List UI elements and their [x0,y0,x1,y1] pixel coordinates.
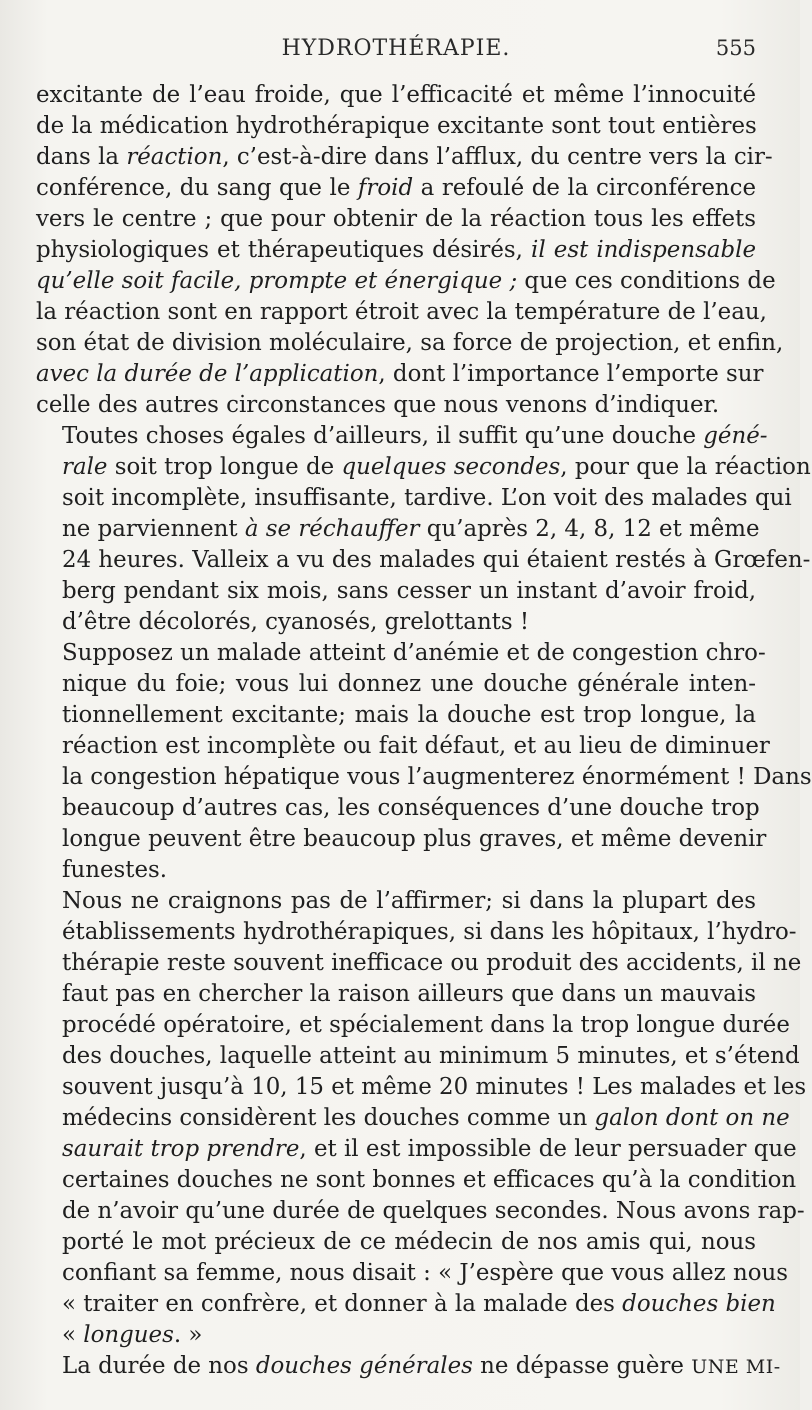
text-line [36,762,812,793]
text-line [36,142,773,173]
text-line [36,1041,800,1072]
text-run: réaction est incomplète ou fait défaut, et au lieu de diminuer [62,733,770,759]
text-run: la congestion hépatique vous l’augmenterez énormément ! Dans [62,764,812,790]
text-line [36,638,766,669]
text-line [36,979,756,1010]
running-title: HYDROTHÉRAPIE. [281,36,511,61]
text-run: certaines douches ne sont bonnes et efficaces qu’à la condition [62,1167,797,1193]
text-run: de la médication hydrothérapique excitante sont tout entières [36,113,757,139]
text-run: la réaction sont en rapport étroit avec la température de l’eau, [36,299,767,325]
text-run: , pour que la réaction [560,454,811,480]
text-run: , et il est impossible de leur persuader que [299,1136,797,1162]
paragraph [36,638,812,886]
text-run: 24 heures. Valleix a vu des malades qui étaient restés à Grœfen- [62,547,811,573]
text-line [36,1196,805,1227]
italic-run: qu’elle soit facile, prompte et énergique ; [36,268,518,294]
italic-run: douches générales [255,1353,473,1379]
italic-run: longues [83,1322,174,1348]
text-run: UNE MI- [691,1356,781,1378]
text-line [36,1289,776,1320]
text-run: « [62,1322,84,1348]
text-line [36,948,802,979]
text-line [36,80,756,111]
text-line [36,731,770,762]
text-line [36,545,811,576]
text-run: physiologiques et thérapeutiques désirés, [36,237,532,263]
text-run: de n’avoir qu’une durée de quelques secondes. Nous avons rap- [62,1198,805,1224]
text-run: funestes. [62,857,168,883]
text-line [36,1258,788,1289]
text-run: soit incomplète, insuffisante, tardive. L’on voit des malades qui [62,485,792,511]
text-line [36,111,756,142]
text-run: médecins considèrent les douches comme un [62,1105,595,1131]
text-run: d’être décolorés, cyanosés, grelottants ! [62,609,530,635]
italic-run: quelques secondes [341,454,561,480]
text-run: conférence, du sang que le [36,175,358,201]
italic-run: réaction [126,144,223,170]
text-run: tionnellement excitante; mais la douche est trop longue, la [62,702,756,728]
paragraph [36,1351,781,1383]
text-line [36,328,784,359]
text-run: a refoulé de la circonférence [413,175,756,201]
text-line [36,266,776,297]
text-run: excitante de l’eau froide, que l’efficacité et même l’innocuité [36,82,756,108]
italic-run: saurait trop prendre [62,1136,300,1162]
text-run: que ces conditions de [517,268,776,294]
text-run: , dont l’importance l’emporte sur [378,361,764,387]
text-run: Nous ne craignons pas de l’affirmer; si dans la plupart des [62,888,756,914]
text-line [36,576,756,607]
text-run: . » [173,1322,203,1348]
page-number: 555 [715,36,756,60]
paragraph [36,421,811,638]
text-line [36,1010,790,1041]
text-run: Supposez un malade atteint d’anémie et de congestion chro- [62,640,766,666]
text-run: confiant sa femme, nous disait : « J’espère que vous allez nous [62,1260,788,1286]
text-run: établissements hydrothérapiques, si dans les hôpitaux, l’hydro- [62,919,797,945]
text-run: ne dépasse guère [472,1353,692,1379]
text-run: procédé opératoire, et spécialement dans la trop longue durée [62,1012,790,1038]
text-run: dans la [36,144,127,170]
text-run: souvent jusqu’à 10, 15 et même 20 minutes ! Les malades et les [62,1074,807,1100]
text-line [36,390,756,421]
text-line [36,886,756,917]
text-run: Toutes choses égales d’ailleurs, il suffit qu’une douche [62,423,704,449]
text-run: soit trop longue de [107,454,342,480]
text-run: « traiter en confrère, et donner à la malade des [62,1291,623,1317]
text-run: qu’après 2, 4, 8, 12 et même [419,516,760,542]
text-line [36,1351,781,1383]
text-line [36,793,760,824]
italic-run: à se réchauffer [244,516,420,542]
body-text [36,80,812,1383]
text-line [36,1103,790,1134]
text-line [36,1134,797,1165]
text-run: porté le mot précieux de ce médecin de nos amis qui, nous [62,1229,756,1255]
paragraph [36,886,807,1351]
text-line [36,235,756,266]
text-line [36,1320,756,1351]
text-run: beaucoup d’autres cas, les conséquences d’une douche trop [62,795,760,821]
text-line [36,483,792,514]
text-line [36,421,768,452]
italic-run: avec la durée de l’application [36,361,379,387]
text-run: nique du foie; vous lui donnez une douche générale inten- [62,671,756,697]
text-line [36,173,756,204]
text-run: longue peuvent être beaucoup plus graves, et même devenir [62,826,767,852]
italic-run: froid [357,175,414,201]
text-line [36,514,760,545]
text-run: La durée de nos [62,1353,256,1379]
text-run: thérapie reste souvent inefficace ou produit des accidents, il ne [62,950,802,976]
text-line [36,700,756,731]
italic-run: rale [62,454,108,480]
text-line [36,1165,797,1196]
paragraph [36,80,784,421]
text-line [36,824,767,855]
text-line [36,204,756,235]
text-run: celle des autres circonstances que nous venons d’indiquer. [36,392,720,418]
text-run: des douches, laquelle atteint au minimum 5 minutes, et s’étend [62,1043,800,1069]
text-line [36,917,797,948]
text-line [36,452,811,483]
text-run: son état de division moléculaire, sa force de projection, et enfin, [36,330,784,356]
text-line [36,297,767,328]
text-line [36,1227,756,1258]
text-line [36,669,756,700]
text-run: vers le centre ; que pour obtenir de la réaction tous les effets [36,206,756,232]
italic-run: géné- [703,423,768,449]
text-run: faut pas en chercher la raison ailleurs que dans un mauvais [62,981,756,1007]
italic-run: galon dont on ne [594,1105,790,1131]
text-run: , c’est-à-dire dans l’afflux, du centre vers la cir- [222,144,773,170]
text-line [36,607,756,638]
text-line [36,855,756,886]
text-line [36,359,764,390]
italic-run: il est indispensable [531,237,756,263]
text-line [36,1072,807,1103]
page-header [36,36,756,70]
text-run: ne parviennent [62,516,245,542]
italic-run: douches bien [622,1291,776,1317]
text-run: berg pendant six mois, sans cesser un instant d’avoir froid, [62,578,756,604]
